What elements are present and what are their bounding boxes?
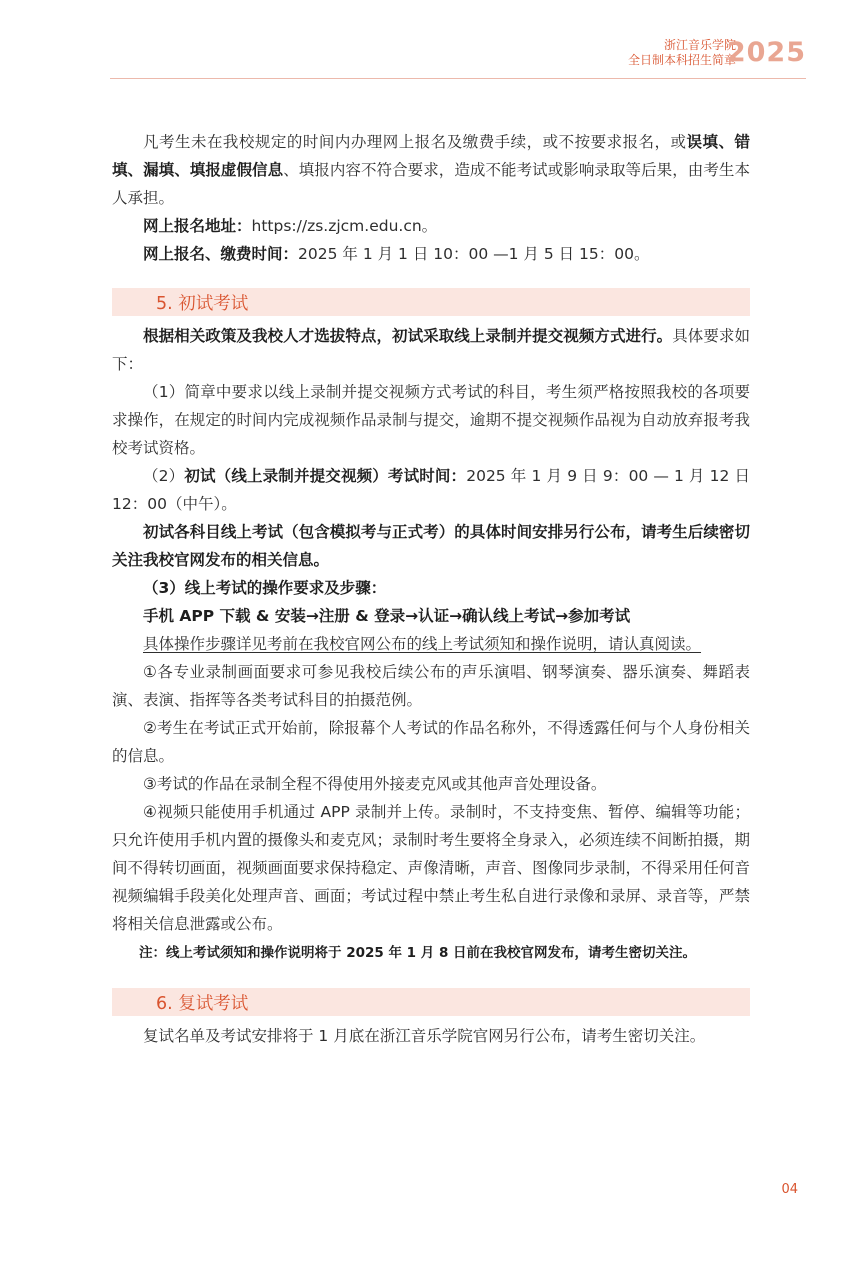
section5-clause2: ②考生在考试正式开始前，除报幕个人考试的作品名称外，不得透露任何与个人身份相关的信息。 bbox=[112, 719, 750, 765]
section-6-title: 6. 复试考试 bbox=[156, 993, 249, 1014]
header-school: 浙江音乐学院 bbox=[663, 38, 736, 52]
item2-value: 2025 年 1 月 9 日 9：00 — 1 月 12 日 12：00（中午）。 bbox=[112, 467, 750, 513]
section5-note: 注：线上考试须知和操作说明将于 2025 年 1 月 8 日前在我校官网发布，请考生密切关注。 bbox=[139, 945, 697, 961]
intro-bold: 根据相关政策及我校人才选拔特点，初试采取线上录制并提交视频方式进行。 bbox=[143, 327, 673, 345]
section5-item1: （1）简章中要求以线上录制并提交视频方式考试的科目，考生须严格按照我校的各项要求操作，在规定的时间内完成视频作品录制与提交，逾期不提交视频作品视为自动放弃报考我校考试资格。 bbox=[112, 383, 750, 457]
p1-bold: 误填、错填、漏填、填报虚假信息 bbox=[112, 133, 750, 179]
registration-paragraph bbox=[112, 128, 750, 212]
section5-clause1: ①各专业录制画面要求可参见我校后续公布的声乐演唱、钢琴演奏、器乐演奏、舞蹈表演、表演、指挥等各类考试科目的拍摄范例。 bbox=[112, 663, 750, 709]
section6-text: 复试名单及考试安排将于 1 月底在浙江音乐学院官网另行公布，请考生密切关注。 bbox=[143, 1027, 706, 1045]
page-header bbox=[110, 0, 806, 79]
address-label: 网上报名地址： bbox=[143, 217, 252, 235]
time-label: 网上报名、缴费时间： bbox=[143, 245, 299, 263]
p1-text-b: 、填报内容不符合要求，造成不能考试或影响录取等后果，由考生本人承担。 bbox=[112, 161, 750, 207]
section5-intro bbox=[112, 322, 750, 378]
section5-clause4: ④视频只能使用手机通过 APP 录制并上传。录制时，不支持变焦、暂停、编辑等功能；只允许使用手机内置的摄像头和麦克风；录制时考生要将全身录入，必须连续不间断拍摄，期间不得转切画面，视频画面要求保持稳定、声像清晰，声音、图像同步录制，不得采用任何音视频编辑手段美化处理声音、画面；考试过程中禁止考生私自进行录像和录屏、录音等，严禁将相关信息泄露或公布。 bbox=[112, 803, 750, 933]
section5-steps: 手机 APP 下载 & 安装→注册 & 登录→认证→确认线上考试→参加考试 bbox=[143, 607, 631, 625]
section-5-title: 5. 初试考试 bbox=[156, 293, 249, 314]
section5-underline-note bbox=[112, 630, 750, 658]
address-value: https://zs.zjcm.edu.cn。 bbox=[251, 217, 438, 235]
p1-text-a: 凡考生未在我校规定的时间内办理网上报名及缴费手续，或不按要求报名，或 bbox=[143, 133, 687, 151]
item2-bold: 初试（线上录制并提交视频）考试时间： bbox=[184, 467, 467, 485]
section5-clause3: ③考试的作品在录制全程不得使用外接麦克风或其他声音处理设备。 bbox=[143, 775, 607, 793]
registration-address bbox=[112, 212, 750, 240]
page-number: 04 bbox=[781, 1182, 798, 1197]
section5-item3: （3）线上考试的操作要求及步骤： bbox=[143, 579, 387, 597]
underline-text: 具体操作步骤详见考前在我校官网公布的线上考试须知和操作说明，请认真阅读。 bbox=[143, 635, 702, 653]
header-subtitle: 全日制本科招生简章 bbox=[627, 53, 736, 67]
page-content bbox=[112, 128, 750, 1050]
header-text bbox=[628, 38, 736, 68]
intro-rest: 具体要求如下： bbox=[112, 327, 750, 373]
registration-time bbox=[112, 240, 750, 268]
section5-notice: 初试各科目线上考试（包含模拟考与正式考）的具体时间安排另行公布，请考生后续密切关注我校官网发布的相关信息。 bbox=[112, 523, 750, 569]
time-value: 2025 年 1 月 1 日 10：00 —1 月 5 日 15：00。 bbox=[298, 245, 650, 263]
section-6-heading bbox=[112, 988, 750, 1016]
header-year: 2025 bbox=[726, 37, 806, 68]
section5-item2 bbox=[112, 462, 750, 518]
item2-prefix: （2） bbox=[143, 467, 185, 485]
section-5-heading bbox=[112, 288, 750, 316]
